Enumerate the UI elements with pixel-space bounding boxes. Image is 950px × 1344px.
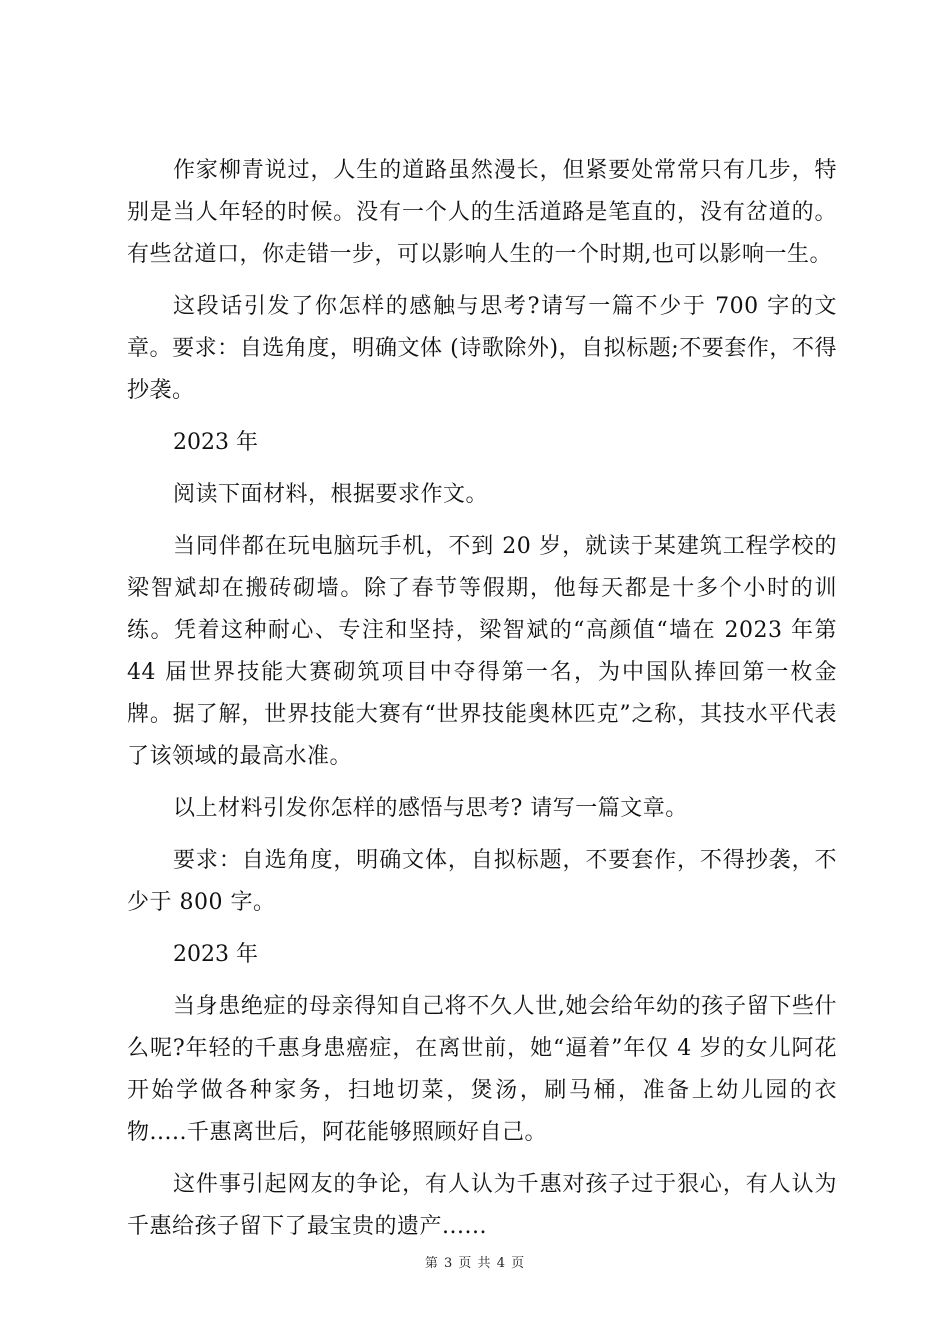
paragraph-requirements: 要求：自选角度，明确文体，自拟标题，不要套作，不得抄袭，不少于 800 字。 [127, 848, 837, 915]
paragraph-liu-qing-quote: 作家柳青说过，人生的道路虽然漫长，但紧要处常常只有几步，特别是当人年轻的时候。没有一个人的生活道路是笔直的，没有岔道的。有些岔道口，你走错一步，可以影响人生的一个时期,也可以影响一生。 [127, 158, 837, 267]
page-number-footer: 第 3 页 共 4 页 [424, 1256, 526, 1271]
document-body [127, 150, 837, 1258]
paragraph-netizen-debate: 这件事引起网友的争论，有人认为千惠对孩子过于狠心，有人认为千惠给孩子留下了最宝贵的遗产...... [127, 1172, 837, 1239]
paragraph-qianhui-material: 当身患绝症的母亲得知自己将不久人世,她会给年幼的孩子留下些什么呢?年轻的千惠身患癌症，在离世前，她“逼着”年仅 4 岁的女儿阿花开始学做各种家务，扫地切菜，煲汤，刷马桶，准备上幼儿园的衣物.....千惠离世后，阿花能够照顾好自己。 [127, 994, 837, 1145]
paragraph-instruction: 阅读下面材料，根据要求作文。 [173, 482, 489, 507]
paragraph-question: 以上材料引发你怎样的感悟与思考? 请写一篇文章。 [173, 796, 688, 821]
year-heading: 2023 年 [173, 942, 258, 967]
paragraph-liang-zhibin-material: 当同伴都在玩电脑玩手机，不到 20 岁，就读于某建筑工程学校的梁智斌却在搬砖砌墙。除了春节等假期，他每天都是十多个小时的训练。凭着这种耐心、专注和坚持，梁智斌的“高颜值“墙在 2023 年第 44 届世界技能大赛砌筑项目中夺得第一名，为中国队捧回第一枚金牌。据了解，世界技能大赛有“世界技能奥林匹克”之称，其技水平代表了该领域的最高水准。 [127, 534, 837, 769]
year-heading: 2023 年 [173, 430, 258, 455]
paragraph-prompt-requirements: 这段话引发了你怎样的感触与思考?请写一篇不少于 700 字的文章。要求：自选角度，明确文体 (诗歌除外)，自拟标题;不要套作，不得抄袭。 [127, 294, 837, 403]
